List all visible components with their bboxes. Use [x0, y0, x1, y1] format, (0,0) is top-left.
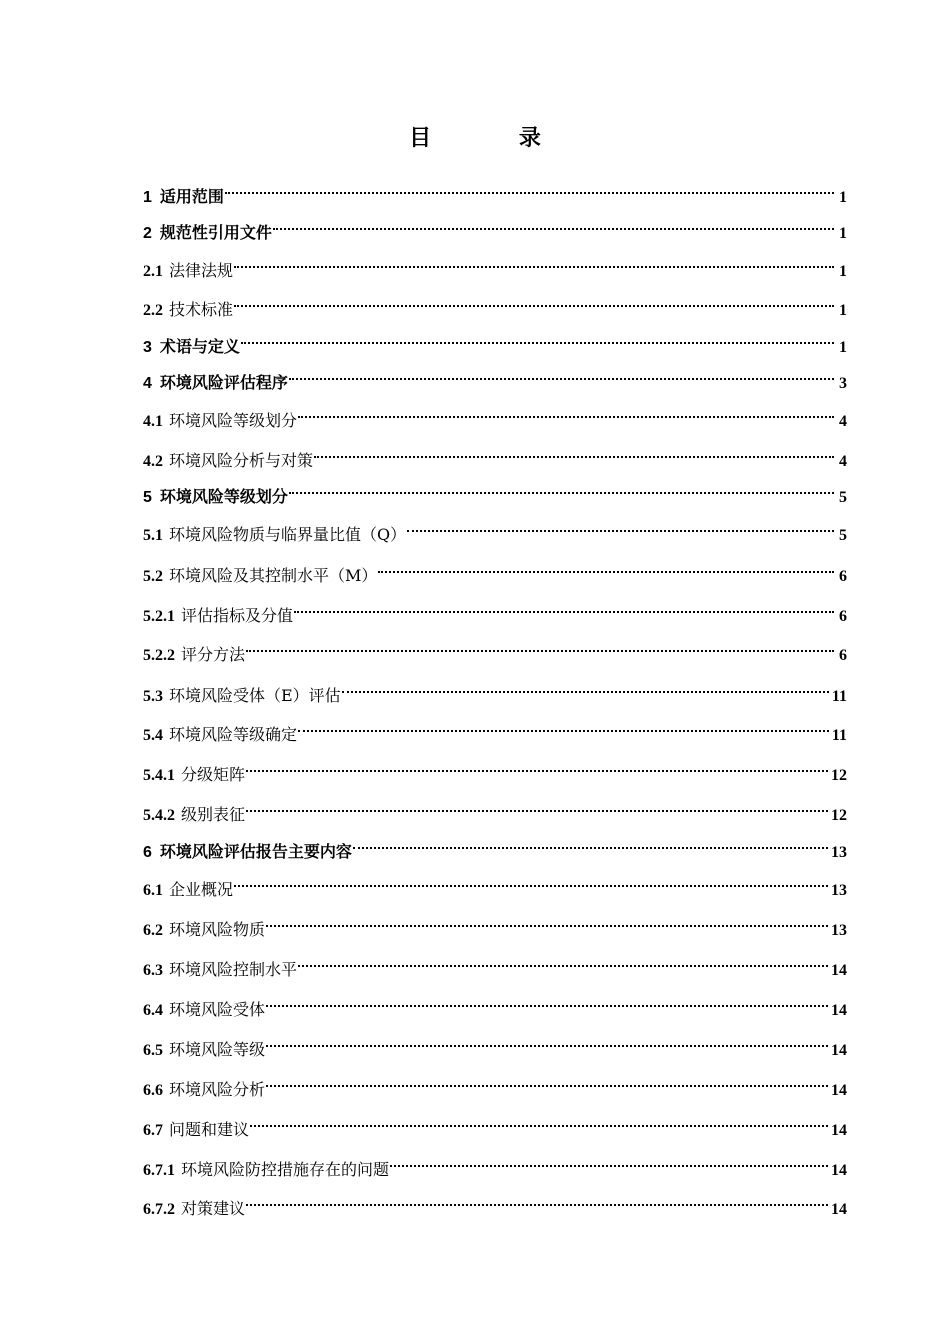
toc-entry-label: 问题和建议	[169, 1120, 250, 1139]
toc-dot-leader	[294, 593, 834, 621]
toc-entry[interactable]	[143, 792, 847, 824]
toc-entry-number: 5.2.1	[143, 608, 175, 625]
toc-dot-leader	[273, 210, 834, 238]
toc-dot-leader	[298, 398, 834, 426]
toc-entry-number: 5.4.2	[143, 807, 175, 824]
toc-entry-number: 6.2	[143, 922, 163, 939]
toc-entry[interactable]	[143, 512, 847, 544]
toc-entry-label: 评估指标及分值	[181, 606, 294, 625]
toc-entry-label: 环境风险受体	[169, 1000, 266, 1019]
toc-entry-number: 5.2.2	[143, 647, 175, 664]
toc-entry-label: 技术标准	[169, 300, 234, 319]
toc-dot-leader	[289, 474, 834, 502]
toc-entry[interactable]	[143, 398, 847, 430]
toc-entry-number: 6.6	[143, 1082, 163, 1099]
toc-entry-number: 4.1	[143, 413, 163, 430]
toc-entry-page-number: 14	[831, 1122, 847, 1139]
toc-entry-number: 5	[143, 489, 152, 506]
toc-dot-leader	[234, 867, 828, 895]
toc-entry-page-number: 1	[839, 302, 847, 319]
toc-dot-leader	[234, 287, 834, 315]
toc-entry-page-number: 3	[839, 375, 847, 392]
toc-entry-label: 环境风险分析	[169, 1080, 266, 1099]
toc-entry[interactable]	[143, 1186, 847, 1218]
toc-entry-page-number: 14	[831, 1162, 847, 1179]
toc-entry-label: 环境风险防控措施存在的问题	[181, 1160, 390, 1179]
toc-entry-page-number: 14	[831, 1201, 847, 1218]
toc-entry-number: 5.4.1	[143, 767, 175, 784]
toc-entry-number: 6.7.1	[143, 1162, 175, 1179]
toc-entry-label: 对策建议	[181, 1199, 246, 1218]
toc-title: 目 录	[409, 126, 581, 151]
toc-dot-leader	[289, 360, 834, 388]
toc-entry-label: 环境风险等级确定	[169, 725, 298, 744]
toc-dot-leader	[342, 673, 829, 701]
toc-entry-label: 评分方法	[181, 645, 246, 664]
toc-entry-number: 1	[143, 189, 152, 206]
toc-entry-page-number: 13	[831, 922, 847, 939]
toc-entry[interactable]	[143, 752, 847, 784]
toc-entry-page-number: 11	[831, 688, 847, 705]
toc-dot-leader	[378, 553, 834, 581]
toc-dot-leader	[246, 792, 828, 820]
toc-entry[interactable]	[143, 553, 847, 585]
toc-entry-number: 3	[143, 339, 152, 356]
toc-dot-leader	[390, 1147, 828, 1175]
toc-entry-label: 法律法规	[169, 261, 234, 280]
toc-entry-page-number: 6	[839, 608, 847, 625]
toc-entry-page-number: 12	[831, 807, 847, 824]
toc-entry-page-number: 12	[831, 767, 847, 784]
toc-dot-leader	[298, 712, 829, 740]
toc-entry-page-number: 14	[831, 1002, 847, 1019]
toc-entry-number: 6	[143, 844, 152, 861]
toc-entry-number: 6.7.2	[143, 1201, 175, 1218]
toc-entry[interactable]	[143, 1147, 847, 1179]
toc-entry[interactable]	[143, 987, 847, 1019]
toc-entry[interactable]	[143, 867, 847, 899]
toc-entry-label: 环境风险评估程序	[159, 373, 288, 392]
toc-dot-leader	[353, 829, 828, 857]
toc-entry-label: 环境风险及其控制水平（M）	[169, 566, 378, 585]
toc-entry-page-number: 1	[839, 263, 847, 280]
toc-dot-leader	[246, 632, 834, 660]
toc-entry-label: 环境风险控制水平	[169, 960, 298, 979]
toc-entry-number: 5.4	[143, 727, 163, 744]
toc-dot-leader	[266, 987, 828, 1015]
toc-entry-number: 6.4	[143, 1002, 163, 1019]
toc-entry-number: 4	[143, 375, 152, 392]
toc-entry-label: 分级矩阵	[181, 765, 246, 784]
toc-entry-label: 环境风险等级划分	[169, 411, 298, 430]
toc-entry-page-number: 1	[839, 189, 847, 206]
toc-entry[interactable]	[143, 248, 847, 280]
toc-entry-number: 5.1	[143, 527, 163, 544]
toc-entry[interactable]	[143, 1107, 847, 1139]
toc-dot-leader	[407, 512, 834, 540]
toc-entry-page-number: 4	[839, 453, 847, 470]
toc-entry-label: 环境风险分析与对策	[169, 451, 314, 470]
toc-entry-page-number: 1	[839, 225, 847, 242]
toc-entry-label: 环境风险物质	[169, 920, 266, 939]
toc-entry[interactable]	[143, 1067, 847, 1099]
toc-entry[interactable]	[143, 907, 847, 939]
toc-entry-page-number: 14	[831, 1082, 847, 1099]
toc-dot-leader	[298, 947, 828, 975]
toc-entry[interactable]	[143, 673, 847, 705]
toc-entry-label: 环境风险物质与临界量比值（Q）	[169, 525, 407, 544]
toc-dot-leader	[250, 1107, 828, 1135]
toc-entry[interactable]	[143, 174, 847, 206]
toc-entry-page-number: 11	[831, 727, 847, 744]
toc-entry[interactable]	[143, 438, 847, 470]
toc-entry[interactable]	[143, 829, 847, 861]
toc-entry-label: 级别表征	[181, 805, 246, 824]
toc-entry-number: 6.1	[143, 882, 163, 899]
toc-entry[interactable]	[143, 947, 847, 979]
toc-entry-label: 企业概况	[169, 880, 234, 899]
toc-entry-page-number: 4	[839, 413, 847, 430]
toc-entry[interactable]	[143, 632, 847, 664]
toc-dot-leader	[266, 1027, 828, 1055]
toc-dot-leader	[234, 248, 834, 276]
toc-entry-number: 5.3	[143, 688, 163, 705]
toc-entry[interactable]	[143, 210, 847, 242]
toc-entry[interactable]	[143, 712, 847, 744]
toc-entry-number: 6.5	[143, 1042, 163, 1059]
toc-entry-page-number: 6	[839, 568, 847, 585]
toc-entry-page-number: 5	[839, 527, 847, 544]
toc-entry[interactable]	[143, 1027, 847, 1059]
toc-entry[interactable]	[143, 287, 847, 319]
toc-entry-page-number: 5	[839, 489, 847, 506]
toc-entry-number: 6.3	[143, 962, 163, 979]
toc-entry-page-number: 1	[839, 339, 847, 356]
toc-dot-leader	[246, 752, 828, 780]
toc-entry-label: 环境风险评估报告主要内容	[159, 842, 352, 861]
toc-dot-leader	[314, 438, 834, 466]
toc-dot-leader	[246, 1186, 828, 1214]
toc-entry-page-number: 6	[839, 647, 847, 664]
toc-entry-page-number: 13	[831, 882, 847, 899]
toc-entry[interactable]	[143, 324, 847, 356]
toc-dot-leader	[241, 324, 834, 352]
toc-entry[interactable]	[143, 474, 847, 506]
toc-dot-leader	[266, 1067, 828, 1095]
toc-entry-page-number: 14	[831, 962, 847, 979]
toc-entry-label: 术语与定义	[159, 337, 240, 356]
toc-entry-number: 2	[143, 225, 152, 242]
toc-entry-label: 规范性引用文件	[159, 223, 272, 242]
toc-entry-page-number: 13	[831, 844, 847, 861]
toc-entry-number: 6.7	[143, 1122, 163, 1139]
toc-entry-page-number: 14	[831, 1042, 847, 1059]
toc-entry-number: 2.1	[143, 263, 163, 280]
toc-dot-leader	[266, 907, 828, 935]
toc-entry-label: 环境风险受体（E）评估	[169, 686, 341, 705]
toc-entry-number: 2.2	[143, 302, 163, 319]
toc-entry-number: 4.2	[143, 453, 163, 470]
toc-entry-label: 适用范围	[159, 187, 224, 206]
toc-entry-label: 环境风险等级	[169, 1040, 266, 1059]
toc-entry[interactable]	[143, 593, 847, 625]
toc-dot-leader	[225, 174, 834, 202]
toc-entry-label: 环境风险等级划分	[159, 487, 288, 506]
toc-entry-number: 5.2	[143, 568, 163, 585]
toc-entry[interactable]	[143, 360, 847, 392]
